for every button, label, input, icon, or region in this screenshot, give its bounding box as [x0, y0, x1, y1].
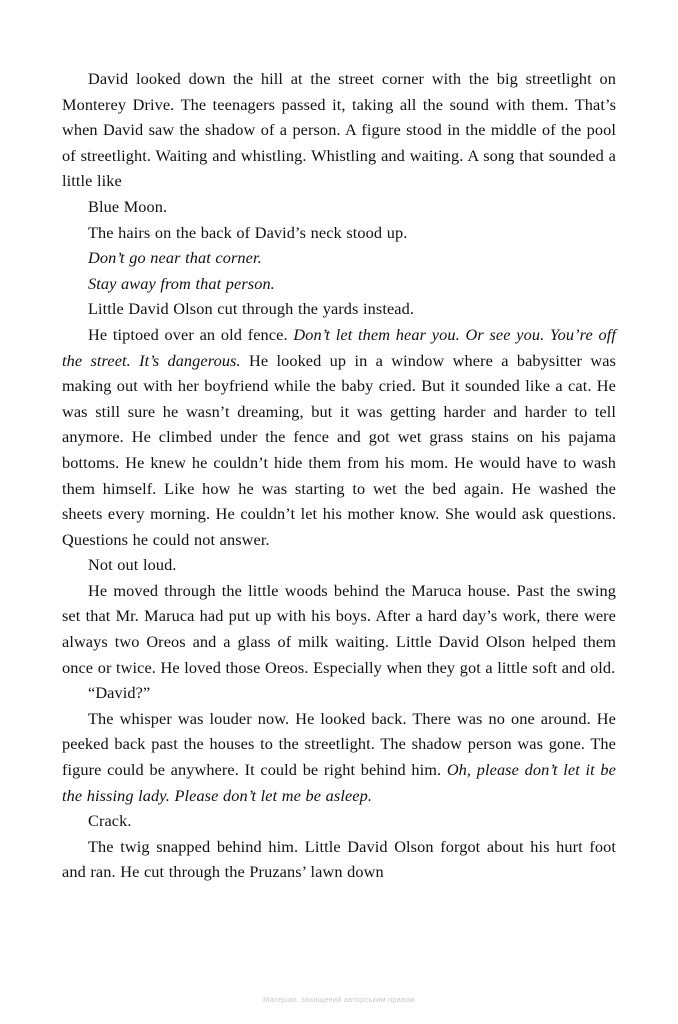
paragraph: He moved through the little woods behind the Maruca house. Past the swing set that Mr. Maruca had put up with his boys. After a hard day’s work, there were always two Oreos and a glass of milk waiting. Little David Olson helped them once or twice. He loved those Oreos. Especially when they got a little soft and old. — [62, 580, 616, 677]
paragraph: Not out loud. — [88, 555, 177, 575]
paragraph: The hairs on the back of David’s neck stood up. — [88, 222, 408, 242]
paragraph-run: The whisper was louder now. He looked back. There was no one around. He peeked back past the houses to the streetlight. The shadow person was gone. The figure could be anywhere. It could be right behind him. — [62, 708, 616, 780]
paragraph-run-italic: Oh, please don’t let it be the hissing lady. Please don’t let me be asleep. — [62, 760, 616, 805]
paragraph: Blue Moon. — [88, 196, 168, 216]
paragraph: The twig snapped behind him. Little David Olson forgot about his hurt foot and ran. He cut through the Pruzans’ lawn down — [62, 836, 616, 882]
paragraph: “David?” — [88, 683, 151, 703]
paragraph: Crack. — [88, 811, 132, 831]
paragraph: Little David Olson cut through the yards instead. — [88, 299, 415, 319]
page-text-column — [62, 66, 616, 885]
paragraph-italic: Don’t go near that corner. — [88, 248, 262, 268]
paragraph-run-italic: Don’t let them hear you. Or see you. You’re off the street. It’s dangerous. — [62, 324, 617, 370]
paragraph-mixed — [62, 322, 616, 552]
paragraph-run: He tiptoed over an old fence. — [88, 324, 294, 344]
paragraph-italic: Stay away from that person. — [88, 273, 275, 293]
copyright-notice: Матеріал, захищений авторським правом — [263, 995, 415, 1004]
paragraph-mixed — [62, 706, 616, 808]
paragraph-run: He looked up in a window where a babysitter was making out with her boyfriend while the baby cried. But it sounded like a cat. He was still sure he wasn’t dreaming, but it was getting harder and harder to tell anymore. He climbed under the fence and got wet grass stains on his pajama bottoms. He knew he couldn’t hide them from his mom. He would have to wash them himself. Like how he was starting to wet the bed again. He washed the sheets every morning. He couldn’t let his mother know. She would ask questions. Questions he could not answer. — [62, 350, 616, 549]
paragraph: David looked down the hill at the street corner with the big streetlight on Monterey Drive. The teenagers passed it, taking all the sound with them. That’s when David saw the shadow of a person. A figure stood in the middle of the pool of streetlight. Waiting and whistling. Whistling and waiting. A song that sounded a little like — [62, 69, 616, 191]
